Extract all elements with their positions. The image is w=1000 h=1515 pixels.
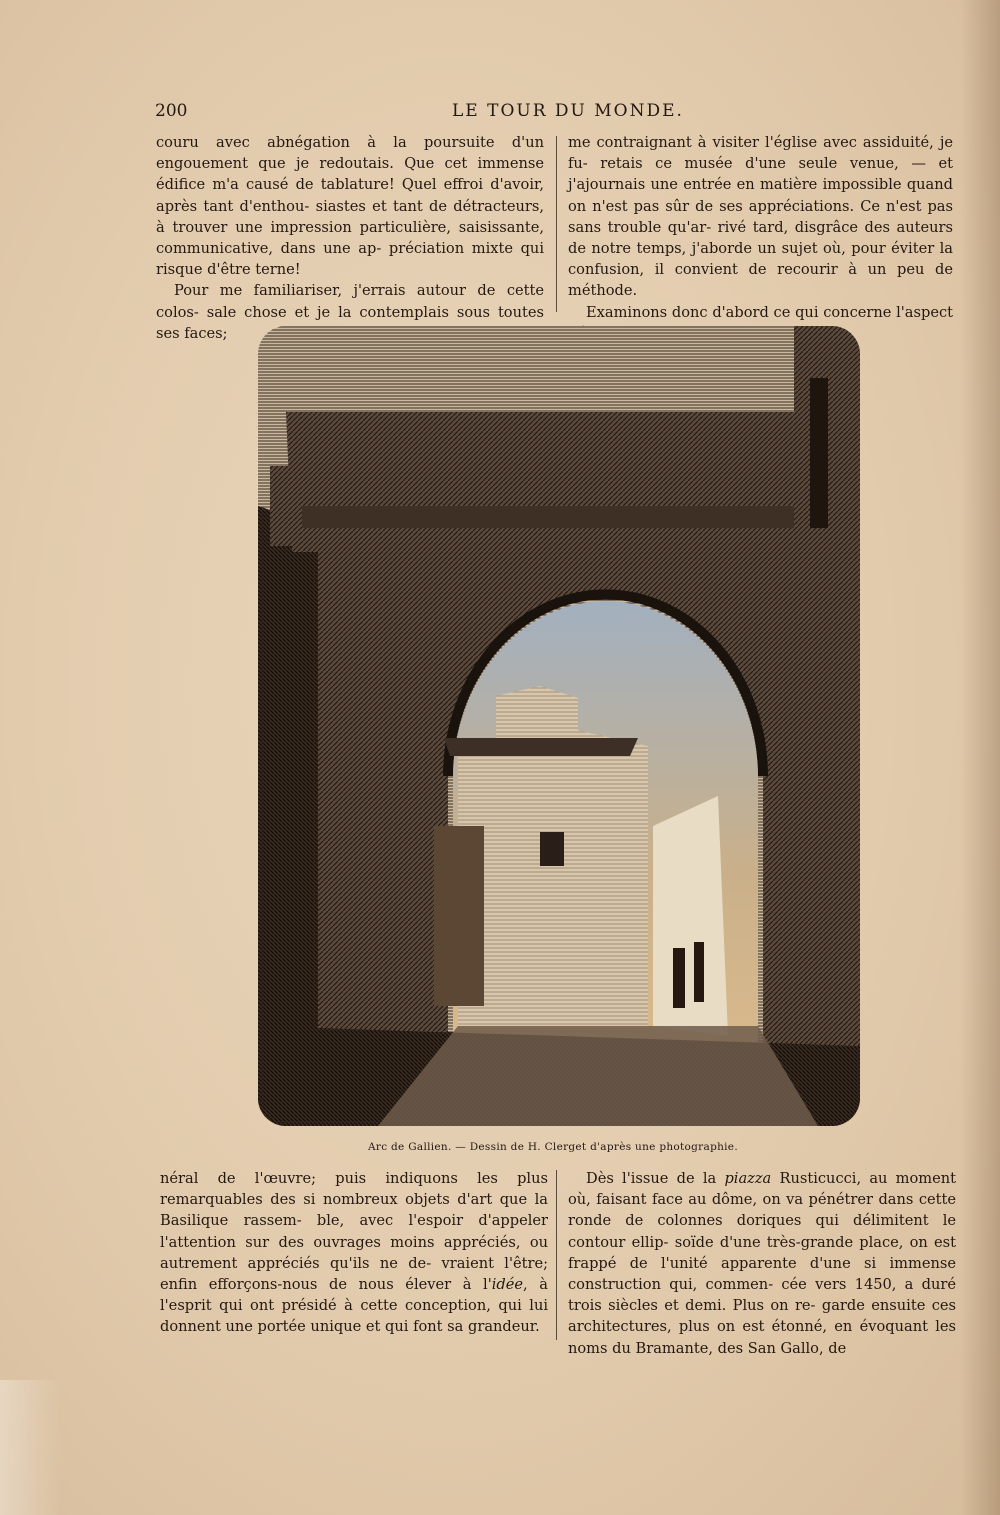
text-line: des si nombreux objets d'art que la Basilique rassem- [160,1191,548,1230]
entablature [286,412,798,552]
tower-window [810,378,828,528]
text-line: de ses appréciations. Ce n'est pas sans trouble qu'ar- [568,197,953,236]
text-line: néral de l'œuvre; puis indiquons les plus remarquables [160,1170,548,1209]
text-line: qui lui donnent une portée unique et qui font sa [160,1297,549,1336]
figure [673,948,685,1008]
text-line: garde ensuite ces architectures, plus on est étonné, en [568,1297,957,1336]
text-line: cée vers 1450, a duré trois siècles et demi. Plus on re- [568,1276,956,1315]
text-line: faisant face au dôme, on va pénétrer dans cette ronde [568,1191,957,1230]
bottom-right-column [568,1168,956,1359]
distant-houses [653,796,728,1036]
text-line: l' [483,1276,492,1294]
roof [444,738,638,756]
engraving-illustration [258,326,860,1126]
paragraph [160,1168,548,1338]
house-center [458,726,648,1026]
text-line: grandeur. [468,1318,540,1336]
text-line: recourir à un peu de méthode. [568,261,953,300]
column-divider [556,136,557,312]
text-line: couru avec abnégation à la poursuite d'un engouement [156,134,544,173]
paper-wear-patch [0,1380,60,1515]
text-line: un sujet où, pour éviter la confusion, il convient de [568,240,953,279]
text-line: Rusticucci, au moment où, [568,1170,957,1209]
bottom-left-column [160,1168,548,1338]
text-line: apparente d'une si immense construction qui, commen- [568,1254,957,1294]
shaded-house [434,826,484,1006]
text-line: de tablature! Quel effroi d'avoir, après tant d'enthou- [156,176,545,215]
illustration-caption: Arc de Gallien. — Dessin de H. Clerget d'après une photographie. [368,1141,738,1153]
paragraph [568,132,953,302]
text-line: entrée en matière impossible quand on n'est pas sûr [568,176,954,215]
figure [694,942,704,1002]
top-left-column [156,132,544,344]
running-title: LE TOUR DU MONDE. [452,101,684,121]
italic-word: idée [491,1276,524,1294]
text-line: sale chose et je la contemplais sous toutes ses faces; [156,303,544,342]
page-edge-shadow [960,0,1000,1515]
text-line: Dès l'issue de la [586,1170,725,1187]
text-line: vraient l'être; enfin efforçons-nous de nous élever à [160,1254,549,1294]
text-line: de colonnes doriques qui délimitent le contour ellip- [568,1212,956,1251]
italic-word: piazza [724,1170,772,1187]
arch-engraving [258,326,860,1126]
text-line: me contraignant à visiter l'église avec assiduité, je fu- [568,134,953,173]
text-line: Pour me familiariser, j'errais autour de cette colos- [156,282,544,321]
cornice [302,506,794,528]
text-line: préciation mixte qui risque d'être terne! [156,240,545,279]
top-right-column [568,132,953,344]
text-line: évoquant les noms du Bramante, des San Gallo, de [568,1318,957,1357]
window [540,832,564,866]
text-line: moins appréciés, ou autrement appréciés qu'ils ne de- [160,1233,549,1272]
text-line: rivé tard, disgrâce des auteurs de notre temps, j'aborde [568,218,954,258]
column-divider [556,1170,557,1340]
text-line: , à l'esprit qui ont présidé à cette conception, [160,1276,548,1315]
paragraph [156,132,544,280]
paragraph [568,1168,956,1359]
text-line: ble, avec l'espoir d'appeler l'attention sur des ouvrages [160,1212,549,1251]
page-number: 200 [155,101,188,121]
text-line: siastes et tant de détracteurs, à trouver une impression [156,197,545,236]
text-line: soïde d'une très-grande place, on est frappé de l'unité [568,1233,957,1272]
text-line: retais ce musée d'une seule venue, — et j'ajournais une [568,155,953,194]
text-line: Examinons donc d'abord ce qui concerne l'aspect [586,303,953,321]
text-line: particulière, saisissante, communicative, dans une ap- [156,218,545,258]
text-line: que je redoutais. Que cet immense édifice m'a causé [156,155,545,194]
